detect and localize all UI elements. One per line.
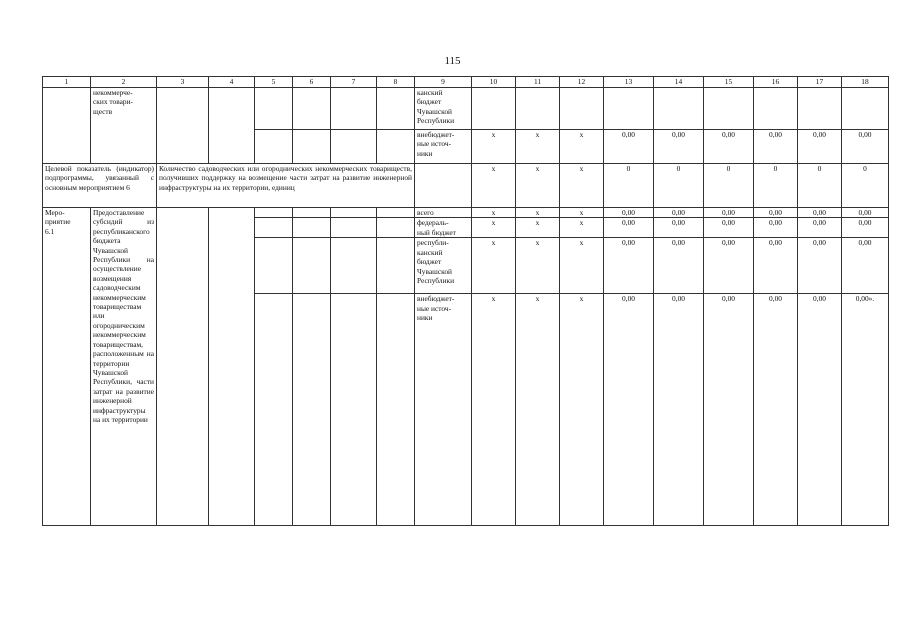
funding-source: федераль- ный бюджет [415,218,472,238]
value-cell: 0,00 [604,294,654,526]
value-cell: х [472,218,516,238]
value-cell: х [472,238,516,294]
column-number: 2 [91,77,157,88]
value-cell: 0,00 [604,208,654,218]
value-cell: х [516,238,560,294]
indicator-label: Целевой показатель (индикатор) подпрограммы, увязанный с основным мероприятием 6 [43,164,157,208]
column-number: 4 [209,77,255,88]
value-cell: 0,00 [654,238,704,294]
value-cell: 0,00». [842,294,889,526]
value-cell: х [516,130,560,164]
value-cell: 0,00 [604,238,654,294]
value-cell: 0,00 [754,218,798,238]
column-number: 5 [255,77,293,88]
value-cell: х [560,238,604,294]
column-number: 3 [157,77,209,88]
value-cell: х [472,294,516,526]
column-number: 18 [842,77,889,88]
measure-code: Меро- приятие 6.1 [43,208,91,526]
event-name-cont: некоммерче- ских товари- ществ [91,88,157,164]
column-number: 15 [704,77,754,88]
value-cell: 0,00 [798,130,842,164]
value-cell: х [516,294,560,526]
value-cell: 0 [654,164,704,208]
value-cell: х [516,218,560,238]
value-cell: 0 [842,164,889,208]
value-cell: 0,00 [604,130,654,164]
column-number: 1 [43,77,91,88]
value-cell: 0,00 [798,218,842,238]
value-cell: 0,00 [704,294,754,526]
value-cell: 0 [754,164,798,208]
measure-name: Предоставление субсидий из республиканского бюджета Чувашской Республики на осуществление возмещения садоводческим некоммерческим товариществам или огородническим некоммерческим товариществам, расположенным на территории Чувашской Республики, части затрат на развитие инженерной инфраструктуры на их территории [91,208,157,526]
value-cell: х [560,218,604,238]
value-cell: х [516,164,560,208]
value-cell: х [472,208,516,218]
value-cell: 0,00 [842,238,889,294]
funding-source: внебюджет- ные источ- ники [415,130,472,164]
value-cell: 0,00 [704,208,754,218]
value-cell: 0 [704,164,754,208]
value-cell: 0,00 [654,130,704,164]
column-number: 14 [654,77,704,88]
value-cell: х [516,208,560,218]
column-number: 13 [604,77,654,88]
value-cell: х [560,130,604,164]
value-cell: 0,00 [798,208,842,218]
value-cell: 0,00 [842,208,889,218]
value-cell: 0 [604,164,654,208]
value-cell: х [560,164,604,208]
column-number: 10 [472,77,516,88]
column-number: 8 [377,77,415,88]
value-cell: 0,00 [842,130,889,164]
value-cell: 0,00 [798,294,842,526]
column-number: 9 [415,77,472,88]
column-number: 6 [293,77,331,88]
value-cell: х [560,294,604,526]
table-row [43,208,889,218]
value-cell: х [560,208,604,218]
value-cell: 0,00 [704,218,754,238]
table-row [43,88,889,130]
program-table [42,76,889,526]
value-cell: 0,00 [654,208,704,218]
value-cell: 0,00 [754,294,798,526]
value-cell: 0,00 [754,130,798,164]
funding-source: всего [415,208,472,218]
value-cell: 0,00 [798,238,842,294]
value-cell: х [472,130,516,164]
column-number: 11 [516,77,560,88]
column-number: 7 [331,77,377,88]
funding-source: республи- канский бюджет Чувашской Республики [415,238,472,294]
value-cell: х [472,164,516,208]
value-cell: 0,00 [842,218,889,238]
value-cell: 0,00 [754,238,798,294]
page-number: 115 [444,55,461,67]
funding-source: внебюджет- ные источ- ники [415,294,472,526]
value-cell: 0,00 [654,218,704,238]
value-cell: 0,00 [704,130,754,164]
column-number: 16 [754,77,798,88]
value-cell: 0,00 [654,294,704,526]
value-cell: 0,00 [704,238,754,294]
indicator-text: Количество садоводческих или огороднических некоммерческих товариществ, получивших поддержку на возмещение части затрат на развитие инженерной инфраструктуры на их территории, единиц [157,164,415,208]
column-number-row [43,77,889,88]
value-cell: 0,00 [754,208,798,218]
column-number: 17 [798,77,842,88]
indicator-row [43,164,889,208]
value-cell: 0 [798,164,842,208]
value-cell: 0,00 [604,218,654,238]
funding-source: канский бюджет Чувашской Республики [415,88,472,130]
column-number: 12 [560,77,604,88]
